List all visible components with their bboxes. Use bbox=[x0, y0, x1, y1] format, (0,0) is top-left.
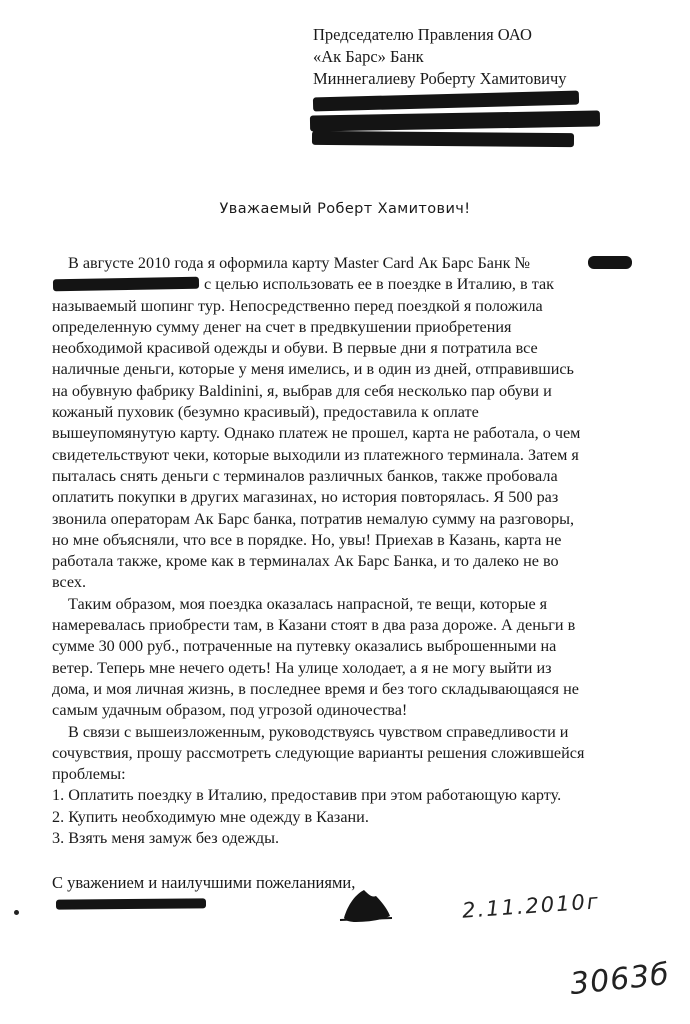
body-line: Таким образом, моя поездка оказалась напрасной, те вещи, которые я bbox=[68, 594, 548, 613]
list-item: 1. Оплатить поездку в Италию, предоставив при этом работающую карту. bbox=[52, 786, 562, 805]
body-line: кожаный пуховик (безумно красивый), предоставила к оплате bbox=[52, 403, 479, 422]
body-line: В связи с вышеизложенным, руководствуясь чувством справедливости и bbox=[68, 722, 569, 741]
list-item: 3. Взять меня замуж без одежды. bbox=[52, 829, 280, 848]
addressee-line-1: Председателю Правления ОАО bbox=[313, 25, 532, 44]
addressee-block bbox=[313, 24, 683, 90]
redaction-mark bbox=[312, 131, 574, 147]
body-line: называемый шопинг тур. Непосредственно перед поездкой я положила bbox=[52, 296, 543, 315]
addressee-line-2: «Ак Барс» Банк bbox=[313, 47, 424, 66]
letter-body bbox=[52, 253, 664, 849]
body-line: оплатить покупки в других магазинах, но история повторялась. Я 500 раз bbox=[52, 488, 559, 507]
scan-speck bbox=[14, 910, 19, 915]
body-line: работала также, кроме как в терминалах Ак Барс Банка, и то далеко не во bbox=[52, 552, 559, 571]
body-line: самым удачным образом, под угрозой одиночества! bbox=[52, 701, 408, 720]
body-line: звонила операторам Ак Барс банка, потратив немалую сумму на разговоры, bbox=[52, 509, 575, 528]
signature-mark bbox=[338, 884, 394, 926]
body-line: всех. bbox=[52, 573, 87, 592]
salutation: Уважаемый Роберт Хамитович! bbox=[219, 201, 471, 217]
body-line: необходимой красивой одежды и обуви. В первые дни я потратила все bbox=[52, 339, 538, 358]
redaction-mark bbox=[310, 110, 600, 131]
body-line: намеревалась приобрести там, в Казани стоят в два раза дороже. А деньги в bbox=[52, 616, 576, 635]
closing-line: С уважением и наилучшими пожеланиями, bbox=[52, 873, 356, 892]
body-line: сумме 30 000 руб., потраченные на путевку оказались выброшенными на bbox=[52, 637, 557, 656]
body-line: но мне объясняли, что все в порядке. Но, увы! Приехав в Казань, карта не bbox=[52, 530, 562, 549]
body-line: сочувствия, прошу рассмотреть следующие варианты решения сложившейся bbox=[52, 743, 585, 762]
addressee-line-3: Миннегалиеву Роберту Хамитовичу bbox=[313, 69, 567, 88]
body-line: проблемы: bbox=[52, 765, 126, 784]
body-line: вышеупомянутую карту. Однако платеж не прошел, карта не работала, о чем bbox=[52, 424, 581, 443]
body-line: пыталась снять деньги с терминалов различных банков, также пробовала bbox=[52, 466, 558, 485]
list-item: 2. Купить необходимую мне одежду в Казани. bbox=[52, 807, 369, 826]
body-line: наличные деньги, которые у меня имелись, и в один из дней, отправившись bbox=[52, 360, 574, 379]
body-line: ветер. Теперь мне нечего одеть! На улице холодает, а я не могу выйти из bbox=[52, 658, 552, 677]
date-handwritten: 2.11.2010г bbox=[461, 889, 601, 923]
redaction-mark bbox=[313, 91, 579, 112]
redaction-mark bbox=[588, 256, 632, 269]
body-text: с целью использовать ее в поездке в Италию, в так bbox=[204, 275, 555, 294]
body-line: дома, и моя личная жизнь, в последнее время и без того складывающаяся не bbox=[52, 679, 579, 698]
body-line: свидетельствуют чеки, которые выходили из платежного терминала. Затем я bbox=[52, 445, 579, 464]
body-line bbox=[52, 253, 664, 274]
redaction-mark bbox=[56, 898, 206, 909]
registration-number: 3063б bbox=[568, 956, 672, 1003]
body-text: В августе 2010 года я оформила карту Master Card Ак Барс Банк № bbox=[68, 254, 530, 272]
redaction-mark bbox=[53, 277, 199, 292]
body-line: на обувную фабрику Baldinini, я, выбрав для себя несколько пар обуви и bbox=[52, 381, 552, 400]
body-line: определенную сумму денег на счет в предвкушении приобретения bbox=[52, 317, 512, 336]
